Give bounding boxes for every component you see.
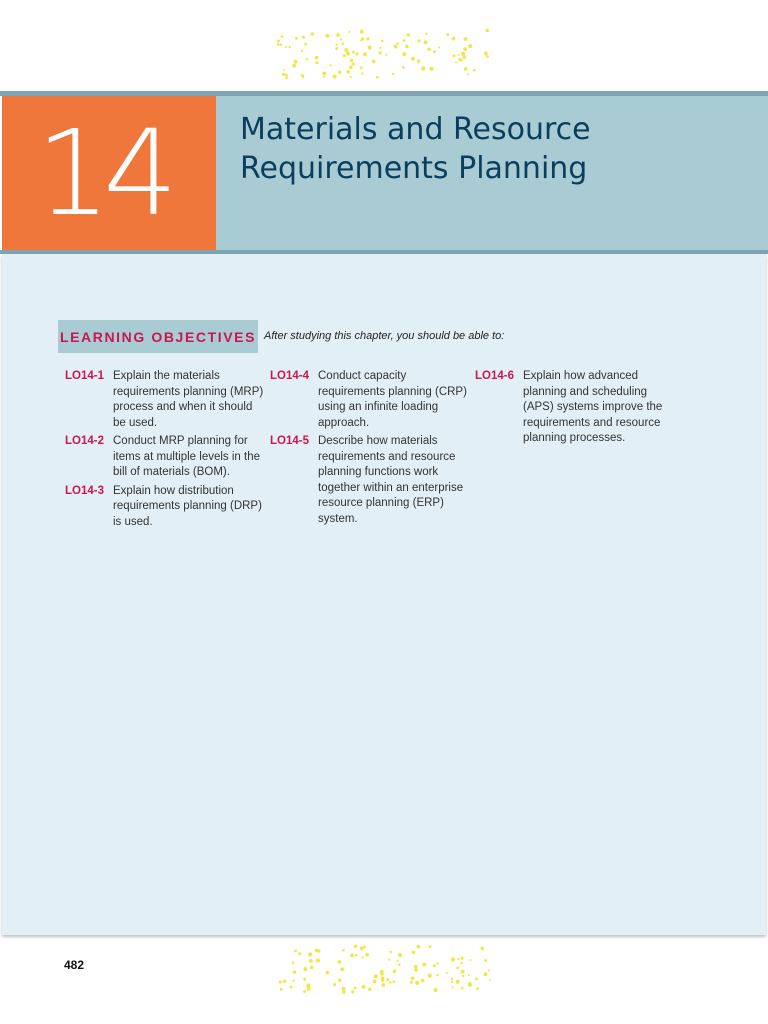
decorative-dot xyxy=(311,32,314,35)
decorative-dot xyxy=(398,963,401,966)
decorative-dot xyxy=(301,74,304,77)
decorative-dot xyxy=(386,978,389,981)
decorative-dot xyxy=(303,990,306,993)
objective-item xyxy=(270,434,470,527)
decorative-dot xyxy=(438,46,440,48)
decorative-dot xyxy=(433,50,436,53)
objective-code: LO14-2 xyxy=(65,435,104,447)
decorative-dot xyxy=(489,979,491,981)
decorative-dot xyxy=(351,990,354,993)
chapter-title-line-1: Materials and Resource xyxy=(240,112,591,147)
decorative-dot xyxy=(360,66,363,69)
decorative-dot xyxy=(303,978,306,981)
decorative-dot xyxy=(352,62,355,65)
chapter-number: 14 xyxy=(35,104,171,242)
decorative-dot xyxy=(476,987,479,990)
decorative-dot xyxy=(464,67,468,71)
decorative-dot xyxy=(451,957,455,961)
decorative-dot xyxy=(462,55,466,59)
decorative-dot xyxy=(360,946,363,949)
decorative-dot xyxy=(350,76,352,78)
decorative-dot xyxy=(376,76,379,79)
decorative-dot xyxy=(309,959,313,963)
decorative-dot xyxy=(461,957,464,960)
decorative-dot xyxy=(429,67,433,71)
decorative-dot xyxy=(394,45,398,49)
decorative-dot xyxy=(436,974,438,976)
decorative-dot xyxy=(451,978,453,980)
decorative-dot xyxy=(315,61,318,64)
decorative-dot xyxy=(353,987,356,990)
decorative-dot xyxy=(361,956,363,958)
decorative-dot xyxy=(310,966,314,970)
decorative-dot xyxy=(458,58,461,61)
decorative-dot xyxy=(414,968,418,972)
decorative-dot xyxy=(335,44,337,46)
decorative-dot xyxy=(352,51,355,54)
objective-text: Explain how advanced planning and scheduling (APS) systems improve the requirements and resource planning processes. xyxy=(523,370,663,444)
decorative-dot xyxy=(303,967,307,971)
decorative-dot xyxy=(315,949,318,952)
decorative-dot xyxy=(289,46,291,48)
decorative-dot xyxy=(473,69,476,72)
decorative-dot xyxy=(424,40,428,44)
decorative-dot xyxy=(451,981,453,983)
decorative-dot xyxy=(484,52,488,56)
decorative-dot xyxy=(292,980,294,982)
decorative-dot xyxy=(325,971,329,975)
decorative-dot xyxy=(289,985,292,988)
decorative-dot xyxy=(428,974,432,978)
decorative-dot xyxy=(333,983,336,986)
decorative-dot xyxy=(363,945,366,948)
decorative-dot xyxy=(365,953,369,957)
decorative-dot xyxy=(283,69,285,71)
decorative-dot xyxy=(306,983,310,987)
decorative-dot xyxy=(338,978,341,981)
decorative-dot xyxy=(458,54,460,56)
decorative-dot xyxy=(380,970,384,974)
decorative-dot xyxy=(301,50,303,52)
decorative-dot xyxy=(417,39,420,42)
decorative-dot xyxy=(464,37,468,41)
decorative-dot xyxy=(342,43,344,45)
decorative-dot xyxy=(323,76,325,78)
objectives-column-3 xyxy=(475,369,675,450)
decorative-dot xyxy=(421,66,425,70)
decorative-dot xyxy=(307,987,311,991)
decorative-dot xyxy=(346,70,350,74)
decorative-dot xyxy=(344,48,348,52)
decorative-dot xyxy=(462,975,464,977)
decorative-dot xyxy=(457,958,459,960)
decorative-dot xyxy=(414,965,418,969)
decorative-dot xyxy=(325,34,329,38)
decorative-dot xyxy=(294,60,298,64)
decorative-dot xyxy=(428,945,431,948)
decorative-dot xyxy=(381,979,384,982)
objective-code: LO14-1 xyxy=(65,370,104,382)
decorative-dot xyxy=(433,964,436,967)
decorative-dot xyxy=(433,988,437,992)
decorative-dot xyxy=(285,77,288,80)
objective-code: LO14-6 xyxy=(475,370,514,382)
decorative-dot xyxy=(475,977,478,980)
decorative-dot xyxy=(368,45,372,49)
decorative-dot xyxy=(385,54,387,56)
decorative-dot xyxy=(355,52,358,55)
decorative-dot xyxy=(294,949,297,952)
decorative-dot xyxy=(388,959,390,961)
decorative-dot xyxy=(417,59,420,62)
decorative-dot xyxy=(335,47,338,50)
chapter-title xyxy=(240,110,740,188)
decorative-dot xyxy=(456,966,459,969)
decorative-dot xyxy=(285,46,287,48)
decorative-dot xyxy=(366,37,369,40)
decorative-dot xyxy=(410,981,413,984)
chapter-title-line-2: Requirements Planning xyxy=(240,151,588,186)
decorative-dot xyxy=(292,64,296,68)
learning-objectives-intro: After studying this chapter, you should be able to: xyxy=(264,330,505,342)
decorative-dot xyxy=(446,972,448,974)
decorative-dot xyxy=(455,61,457,63)
objective-item xyxy=(65,369,265,431)
decorative-dot xyxy=(348,31,350,33)
decorative-dot xyxy=(411,57,415,61)
decorative-dot xyxy=(461,52,465,56)
decorative-dot xyxy=(293,971,296,974)
decorative-dot xyxy=(463,47,467,51)
decorative-dot xyxy=(372,59,376,63)
chapter-title-band xyxy=(216,96,768,250)
decorative-dot xyxy=(304,43,307,46)
objective-code: LO14-5 xyxy=(270,435,309,447)
decorative-dot xyxy=(468,974,470,976)
decorative-dot xyxy=(411,976,415,980)
decorative-dot xyxy=(402,52,406,56)
decorative-dot xyxy=(415,981,419,985)
decorative-dot xyxy=(315,56,319,60)
decorative-dot xyxy=(342,42,344,44)
decorative-dot xyxy=(422,962,426,966)
decorative-dot xyxy=(338,960,342,964)
decorative-dot xyxy=(306,58,308,60)
objective-item xyxy=(475,369,675,447)
objective-code: LO14-4 xyxy=(270,370,309,382)
decorative-dot xyxy=(279,981,282,984)
decorative-dot xyxy=(360,30,364,34)
decorative-dot xyxy=(302,76,304,78)
decorative-dot xyxy=(398,953,402,957)
decorative-dot xyxy=(389,981,392,984)
decorative-dot xyxy=(453,54,456,57)
decorative-dot xyxy=(282,73,285,76)
decorative-dot xyxy=(338,71,341,74)
decorative-dot xyxy=(393,969,397,973)
decorative-dot xyxy=(425,33,427,35)
decorative-dot xyxy=(407,33,410,36)
decorative-dots-top xyxy=(0,26,768,82)
decorative-dot xyxy=(340,967,344,971)
objective-text: Explain how distribution requirements planning (DRP) is used. xyxy=(113,484,262,528)
decorative-dot xyxy=(333,75,337,79)
objectives-column-1 xyxy=(65,369,265,533)
decorative-dot xyxy=(350,953,354,957)
decorative-dot xyxy=(486,55,489,58)
content-panel xyxy=(2,254,766,935)
decorative-dot xyxy=(481,947,485,951)
decorative-dot xyxy=(484,959,487,962)
decorative-dot xyxy=(302,36,305,39)
decorative-dot xyxy=(349,66,353,70)
decorative-dot xyxy=(322,71,326,75)
decorative-dot xyxy=(488,969,490,971)
objective-item xyxy=(65,434,265,481)
decorative-dot xyxy=(452,37,456,41)
decorative-dot xyxy=(392,73,395,76)
learning-objectives-tab xyxy=(58,320,258,353)
objective-code: LO14-3 xyxy=(65,484,104,497)
objective-text: Explain the materials requirements planning (MRP) process and when it should be used. xyxy=(113,370,264,429)
decorative-dot xyxy=(340,38,342,40)
objective-item xyxy=(65,484,265,531)
decorative-dot xyxy=(360,947,363,950)
decorative-dot xyxy=(437,962,439,964)
decorative-dot xyxy=(363,52,367,56)
decorative-dot xyxy=(456,980,460,984)
decorative-dot xyxy=(342,987,346,991)
decorative-dot xyxy=(361,72,363,74)
decorative-dot xyxy=(381,40,384,43)
decorative-dot xyxy=(460,59,463,62)
decorative-dots-bottom xyxy=(0,942,768,996)
decorative-dot xyxy=(281,35,284,38)
decorative-dot xyxy=(421,979,425,983)
decorative-dot xyxy=(355,954,358,957)
decorative-dot xyxy=(343,54,346,57)
decorative-dot xyxy=(402,66,405,69)
decorative-dot xyxy=(368,987,372,991)
decorative-dot xyxy=(379,47,381,49)
decorative-dot xyxy=(330,64,332,66)
decorative-dot xyxy=(396,42,399,45)
decorative-dot xyxy=(283,980,287,984)
decorative-dot xyxy=(378,51,381,54)
decorative-dot xyxy=(468,44,472,48)
decorative-dot xyxy=(374,974,378,978)
decorative-dot xyxy=(381,976,385,980)
decorative-dot xyxy=(292,961,295,964)
objective-text: Conduct capacity requirements planning (CRP) using an infinite loading approach. xyxy=(318,370,467,429)
decorative-dot xyxy=(403,39,406,42)
decorative-dot xyxy=(373,979,377,983)
decorative-dot xyxy=(446,33,449,36)
decorative-dot xyxy=(298,952,301,955)
decorative-dot xyxy=(342,990,346,994)
decorative-dot xyxy=(295,37,298,40)
objective-text: Conduct MRP planning for items at multiple levels in the bill of materials (BOM). xyxy=(113,435,261,478)
decorative-dot xyxy=(317,949,320,952)
decorative-dot xyxy=(380,973,383,976)
learning-objectives-heading: LEARNING OBJECTIVES xyxy=(59,328,257,345)
decorative-dot xyxy=(393,980,396,983)
objective-item xyxy=(270,369,470,431)
decorative-dot xyxy=(350,59,354,63)
decorative-dot xyxy=(451,986,453,988)
decorative-dot xyxy=(280,988,283,991)
decorative-dot xyxy=(361,37,364,40)
decorative-dot xyxy=(316,958,320,962)
decorative-dot xyxy=(336,33,340,37)
decorative-dot xyxy=(469,959,471,961)
decorative-dot xyxy=(360,39,362,41)
decorative-dot xyxy=(427,48,431,52)
chapter-number-box xyxy=(2,96,216,250)
objectives-column-2 xyxy=(270,369,470,530)
decorative-dot xyxy=(397,960,399,962)
decorative-dot xyxy=(460,962,463,965)
decorative-dot xyxy=(308,952,312,956)
decorative-dot xyxy=(354,945,358,949)
objective-text: Describe how materials requirements and resource planning functions work together within an enterprise resource planning (ERP) system. xyxy=(318,435,464,525)
decorative-dot xyxy=(416,945,420,949)
decorative-dot xyxy=(468,983,472,987)
decorative-dot xyxy=(461,987,464,990)
decorative-dot xyxy=(280,44,282,46)
decorative-dot xyxy=(342,949,345,952)
decorative-dot xyxy=(405,45,409,49)
decorative-dot xyxy=(468,982,471,985)
decorative-dot xyxy=(285,74,288,77)
decorative-dot xyxy=(390,951,393,954)
decorative-dot xyxy=(412,951,416,955)
decorative-dot xyxy=(485,29,489,33)
decorative-dot xyxy=(483,972,487,976)
decorative-dot xyxy=(346,52,350,56)
decorative-dot xyxy=(362,985,366,989)
decorative-dot xyxy=(277,40,280,43)
decorative-dot xyxy=(381,983,385,987)
page-number: 482 xyxy=(64,958,85,972)
decorative-dot xyxy=(467,73,469,75)
decorative-dot xyxy=(277,43,280,46)
decorative-dot xyxy=(461,970,465,974)
